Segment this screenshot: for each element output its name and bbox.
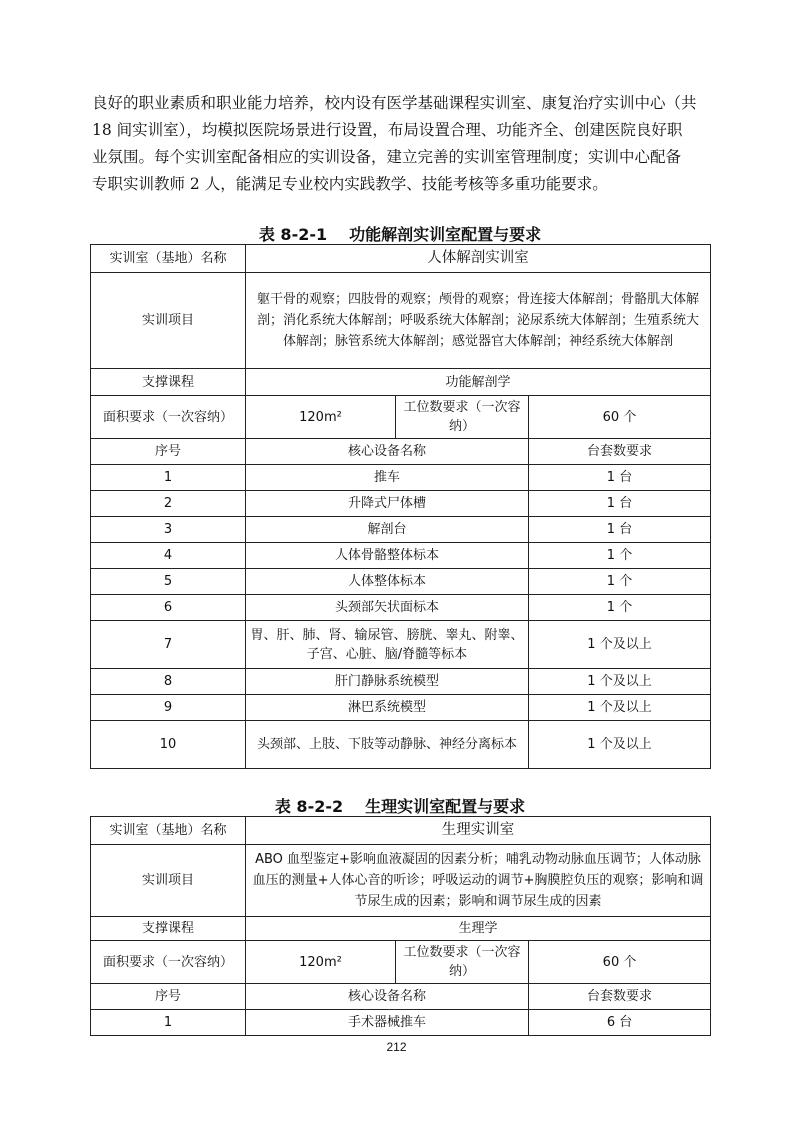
row-qty: 1 个及以上 <box>529 695 711 721</box>
row-qty: 1 台 <box>529 517 711 543</box>
table-row <box>91 721 711 769</box>
table1 <box>90 244 711 769</box>
row-no: 10 <box>91 721 246 769</box>
row-no: 1 <box>91 465 246 491</box>
row-qty: 1 个 <box>529 543 711 569</box>
row-equipment: 头颈部矢状面标本 <box>246 595 529 621</box>
project-value: 躯干骨的观察；四肢骨的观察；颅骨的观察；骨连接大体解剖；骨骼肌大体解剖；消化系统大体解剖；呼吸系统大体解剖；泌尿系统大体解剖；生殖系统大体解剖；脉管系统大体解剖；感觉器官大体解剖；神经系统大体解剖 <box>246 273 711 369</box>
course-label: 支撑课程 <box>91 369 246 396</box>
area-label: 面积要求（一次容纳） <box>91 941 246 984</box>
row-qty: 6 台 <box>529 1010 711 1036</box>
room-label: 实训室（基地）名称 <box>91 817 246 845</box>
intro-line-1: 良好的职业素质和职业能力培养，校内设有医学基础课程实训室、康复治疗实训中心（共 <box>92 94 697 112</box>
table-row <box>91 465 711 491</box>
table1-caption-title: 功能解剖实训室配置与要求 <box>349 225 542 244</box>
table-row <box>91 569 711 595</box>
col-header-no: 序号 <box>91 439 246 465</box>
intro-line-3: 业氛围。每个实训室配备相应的实训设备，建立完善的实训室管理制度；实训中心配备 <box>92 148 682 166</box>
row-equipment: 淋巴系统模型 <box>246 695 529 721</box>
station-value: 60 个 <box>529 941 711 984</box>
row-no: 5 <box>91 569 246 595</box>
intro-line-2: 18 间实训室），均模拟医院场景进行设置，布局设置合理、功能齐全、创建医院良好职 <box>92 121 683 139</box>
page-number: 212 <box>386 1040 407 1054</box>
row-no: 3 <box>91 517 246 543</box>
col-header-name: 核心设备名称 <box>246 984 529 1010</box>
project-label: 实训项目 <box>91 845 246 917</box>
row-qty: 1 台 <box>529 491 711 517</box>
table2 <box>90 816 711 1036</box>
table2-caption-title: 生理实训室配置与要求 <box>365 797 526 816</box>
row-equipment: 推车 <box>246 465 529 491</box>
table-row <box>91 595 711 621</box>
row-no: 6 <box>91 595 246 621</box>
col-header-no: 序号 <box>91 984 246 1010</box>
table-row <box>91 1010 711 1036</box>
table-row <box>91 621 711 669</box>
row-qty: 1 个 <box>529 569 711 595</box>
course-label: 支撑课程 <box>91 917 246 941</box>
row-qty: 1 个及以上 <box>529 669 711 695</box>
table-row <box>91 669 711 695</box>
row-no: 4 <box>91 543 246 569</box>
project-value: ABO 血型鉴定+影响血液凝固的因素分析；哺乳动物动脉血压调节；人体动脉血压的测量+人体心音的听诊；呼吸运动的调节+胸膜腔负压的观察；影响和调节尿生成的因素；影响和调节尿生成的因素 <box>246 845 711 917</box>
row-equipment: 解剖台 <box>246 517 529 543</box>
room-label: 实训室（基地）名称 <box>91 245 246 273</box>
intro-line-4: 专职实训教师 2 人，能满足专业校内实践教学、技能考核等多重功能要求。 <box>92 175 608 193</box>
row-equipment: 肝门静脉系统模型 <box>246 669 529 695</box>
table-row <box>91 695 711 721</box>
row-no: 7 <box>91 621 246 669</box>
row-equipment: 手术器械推车 <box>246 1010 529 1036</box>
col-header-qty: 台套数要求 <box>529 439 711 465</box>
col-header-qty: 台套数要求 <box>529 984 711 1010</box>
row-equipment: 头颈部、上肢、下肢等动静脉、神经分离标本 <box>246 721 529 769</box>
table1-caption-number: 表 8-2-1 <box>258 225 328 244</box>
table1-caption <box>90 222 710 245</box>
area-label: 面积要求（一次容纳） <box>91 396 246 439</box>
row-no: 1 <box>91 1010 246 1036</box>
station-label: 工位数要求（一次容纳） <box>396 941 529 984</box>
row-equipment: 人体骨骼整体标本 <box>246 543 529 569</box>
table-row <box>91 491 711 517</box>
table2-caption <box>90 794 710 817</box>
table2-caption-number: 表 8-2-2 <box>274 797 344 816</box>
row-qty: 1 个及以上 <box>529 721 711 769</box>
row-equipment: 升降式尸体槽 <box>246 491 529 517</box>
course-value: 生理学 <box>246 917 711 941</box>
station-value: 60 个 <box>529 396 711 439</box>
row-equipment: 人体整体标本 <box>246 569 529 595</box>
room-value: 人体解剖实训室 <box>246 245 711 273</box>
table-row <box>91 543 711 569</box>
station-label: 工位数要求（一次容纳） <box>396 396 529 439</box>
row-no: 8 <box>91 669 246 695</box>
area-value: 120m² <box>246 941 396 984</box>
project-label: 实训项目 <box>91 273 246 369</box>
row-equipment: 胃、肝、肺、肾、输尿管、膀胱、睾丸、附睾、子宫、心脏、脑/脊髓等标本 <box>246 621 529 669</box>
row-qty: 1 台 <box>529 465 711 491</box>
course-value: 功能解剖学 <box>246 369 711 396</box>
area-value: 120m² <box>246 396 396 439</box>
room-value: 生理实训室 <box>246 817 711 845</box>
row-qty: 1 个及以上 <box>529 621 711 669</box>
col-header-name: 核心设备名称 <box>246 439 529 465</box>
row-qty: 1 个 <box>529 595 711 621</box>
row-no: 9 <box>91 695 246 721</box>
table-row <box>91 517 711 543</box>
row-no: 2 <box>91 491 246 517</box>
intro-paragraph <box>92 90 710 198</box>
